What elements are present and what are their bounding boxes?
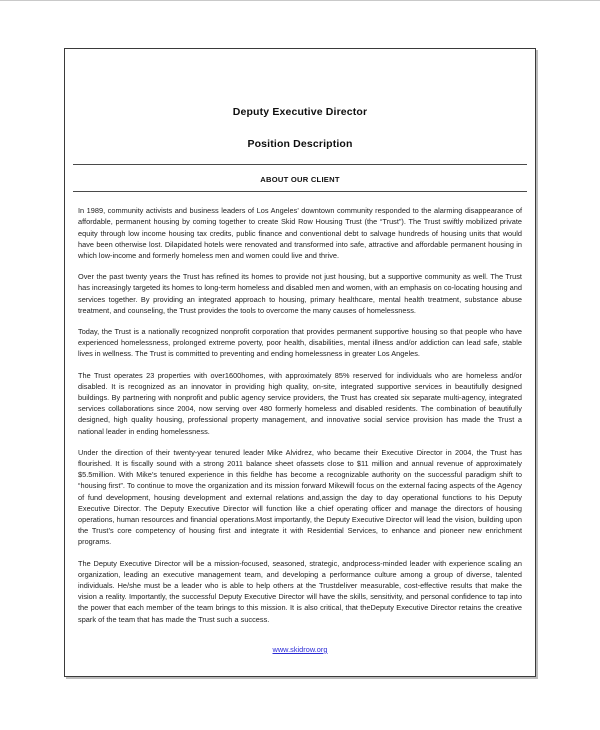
- body-paragraph: In 1989, community activists and business leaders of Los Angeles’ downtown community responded to the alarming disappearance of affordable, permanent housing by coming together to create Skid Row Housing Trust (the “Trust”). The Trust swiftly mobilized private equity through low income housing tax credits, public finance and conventional debt to salvage hundreds of housing units that would have been otherwise lost. Dilapidated hotels were renovated and transformed into safe, attractive and affordable permanent housing in which low-income and formerly homeless men and women could live and thrive.: [78, 206, 522, 260]
- page-subtitle: Position Description: [247, 137, 353, 150]
- website-link-row: [78, 639, 522, 657]
- page-content-area: [73, 49, 527, 676]
- page-title: Deputy Executive Director: [232, 106, 368, 118]
- document-page: [64, 48, 536, 677]
- document-body: [73, 205, 527, 657]
- section-heading-label: ABOUT OUR CLIENT: [260, 175, 340, 185]
- website-link[interactable]: www.skidrow.org: [272, 644, 328, 654]
- top-edge-hairline: [0, 0, 600, 1]
- body-paragraph: The Trust operates 23 properties with over1600homes, with approximately 85% reserved for individuals who are homeless and/or disabled. It is recognized as an innovator in providing high quality, on-site, integrated supportive services in beautifully designed buildings. By partnering with nonprofit and public agency service providers, the Trust has created six separate multi-agency, integrated services collaborations since 2004, now serving over 480 formerly homeless and disabled residents. The combination of beautifully designed, high quality housing, professional property management, and innovative social service provision has made the Trust a national leader in ending homelessness.: [78, 370, 522, 436]
- body-paragraph: Today, the Trust is a nationally recognized nonprofit corporation that provides permanent supportive housing so that people who have experienced homelessness, prolonged extreme poverty, poor health, disabilities, mental illness and/or addiction can lead safe, stable lives in wellness. The Trust is committed to preventing and ending homelessness in greater Los Angeles.: [78, 327, 522, 359]
- header-divider-bottom: [73, 191, 527, 192]
- body-paragraph: Under the direction of their twenty-year tenured leader Mike Alvidrez, who became their Executive Director in 2004, the Trust has flourished. It is fiscally sound with a strong 2011 balance sheet ofassets close to $11 million and annual revenue of approximately $5.5million. With Mike’s tenured experience in this fieldhe has become a recognizable authority on the successful paradigm shift to “housing first”. To continue to move the organization and its mission forward Mikewill focus on the external facing aspects of the Agency of fund development, housing development and external relations and,assign the day to day operational functions to his Deputy Executive Director. The Deputy Executive Director will function like a chief operating officer and manage the directors of housing operations, human resources and financial operations.Most importantly, the Deputy Executive Director will lead the vision, building upon the Trust’s core competency of housing first and integrate it with Residential Services, to enhance and pioneer new enrichment programs.: [78, 447, 522, 547]
- body-paragraph: Over the past twenty years the Trust has refined its homes to provide not just housing, but a supportive community as well. The Trust has increasingly targeted its homes to long-term homeless and disabled men and women, with an emphasis on co-locating housing and services together. By providing an integrated approach to housing, primary healthcare, mental health treatment, substance abuse treatment, and counseling, the Trust provides the tools to overcome the many causes of homelessness.: [78, 272, 522, 315]
- body-paragraph: The Deputy Executive Director will be a mission-focused, seasoned, strategic, andprocess-minded leader with experience scaling an organization, leading an executive management team, and developing a performance culture among a group of diverse, talented individuals. He/she must be a leader who is able to help others at the Trustdeliver measurable, cost-effective results that make the vision a reality. Importantly, the successful Deputy Executive Director will have the skills, sensitivity, and personal confidence to tap into the power that each member of the team brings to this mission. It is also critical, that theDeputy Executive Director retains the creative spark of the team that has made the Trust such a success.: [78, 558, 522, 624]
- section-heading-band: [73, 165, 527, 191]
- document-header: [73, 49, 527, 150]
